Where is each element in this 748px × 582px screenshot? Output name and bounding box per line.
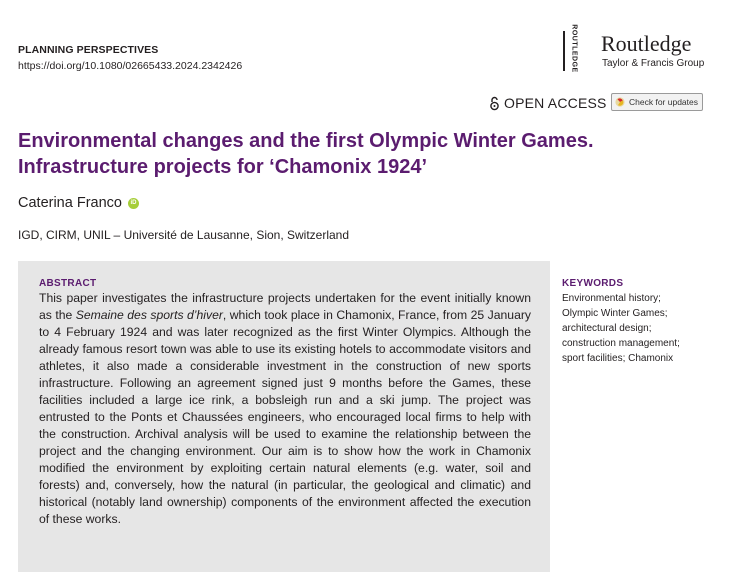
check-for-updates-button[interactable] — [611, 93, 703, 111]
keyword-item: construction management; — [562, 338, 680, 349]
author-name[interactable]: Caterina Franco — [18, 195, 122, 211]
keyword-item: Environmental history; — [562, 293, 661, 304]
abstract-text-start: This paper investigates the infrastructure projects undertaken for the event initially known as the — [39, 291, 531, 322]
publisher-name: Routledge — [601, 31, 692, 56]
publisher-logo[interactable] — [563, 24, 733, 73]
routledge-mark — [563, 24, 580, 73]
check-for-updates-label: Check for updates — [629, 97, 698, 107]
article-title: Environmental changes and the first Olympic Winter Games. Infrastructure projects for ‘Chamonix 1924’ — [18, 130, 594, 178]
affiliation: IGD, CIRM, UNIL – Université de Lausanne, Sion, Switzerland — [18, 228, 350, 242]
abstract-text-end: , which took place in Chamonix, France, from 25 January to 4 February 1924 and was later recognized as the first Winter Olympics. Although the already famous resort town was able to use its existing hotels to accommodate visitors and athletes, it also made a considerable investment in the construction of new sports infrastructure. Following an agreement signed just 9 months before the Games, these facilities included a large ice rink, a bobsleigh run and a ski jump. The project was entrusted to the Ponts et Chaussées engineers, who encouraged local firms to help with the construction. Archival analysis will be used to examine the relationship between the project and the changing environment. Our aim is to show how the work in Chamonix modified the environment by exploiting certain natural elements (e.g. water, soil and forests) and, conversely, how the natural (in particular, the geological and climatic) and historical (notably land ownership) components of the environment affected the execution of these works. — [39, 308, 531, 526]
keyword-item: architectural design; — [562, 323, 652, 334]
open-access-badge — [489, 95, 607, 111]
keywords-heading: KEYWORDS — [562, 278, 624, 289]
routledge-mark-text: ROUTLEDGE — [570, 24, 578, 73]
keyword-item: sport facilities; Chamonix — [562, 353, 674, 364]
abstract-heading: ABSTRACT — [39, 278, 97, 289]
crossmark-icon — [615, 97, 625, 107]
orcid-icon[interactable]: iD — [128, 198, 139, 209]
open-access-label: OPEN ACCESS — [504, 95, 607, 111]
open-lock-icon — [489, 96, 500, 111]
keyword-item: Olympic Winter Games; — [562, 308, 668, 319]
journal-name: PLANNING PERSPECTIVES — [18, 44, 159, 56]
abstract-text-italic: Semaine des sports d’hiver — [75, 308, 223, 322]
abstract-text — [39, 290, 531, 528]
doi-link[interactable]: https://doi.org/10.1080/02665433.2024.2342426 — [18, 60, 243, 72]
publisher-group: Taylor & Francis Group — [602, 58, 705, 69]
keywords-list — [562, 291, 722, 366]
author-line — [18, 195, 139, 211]
